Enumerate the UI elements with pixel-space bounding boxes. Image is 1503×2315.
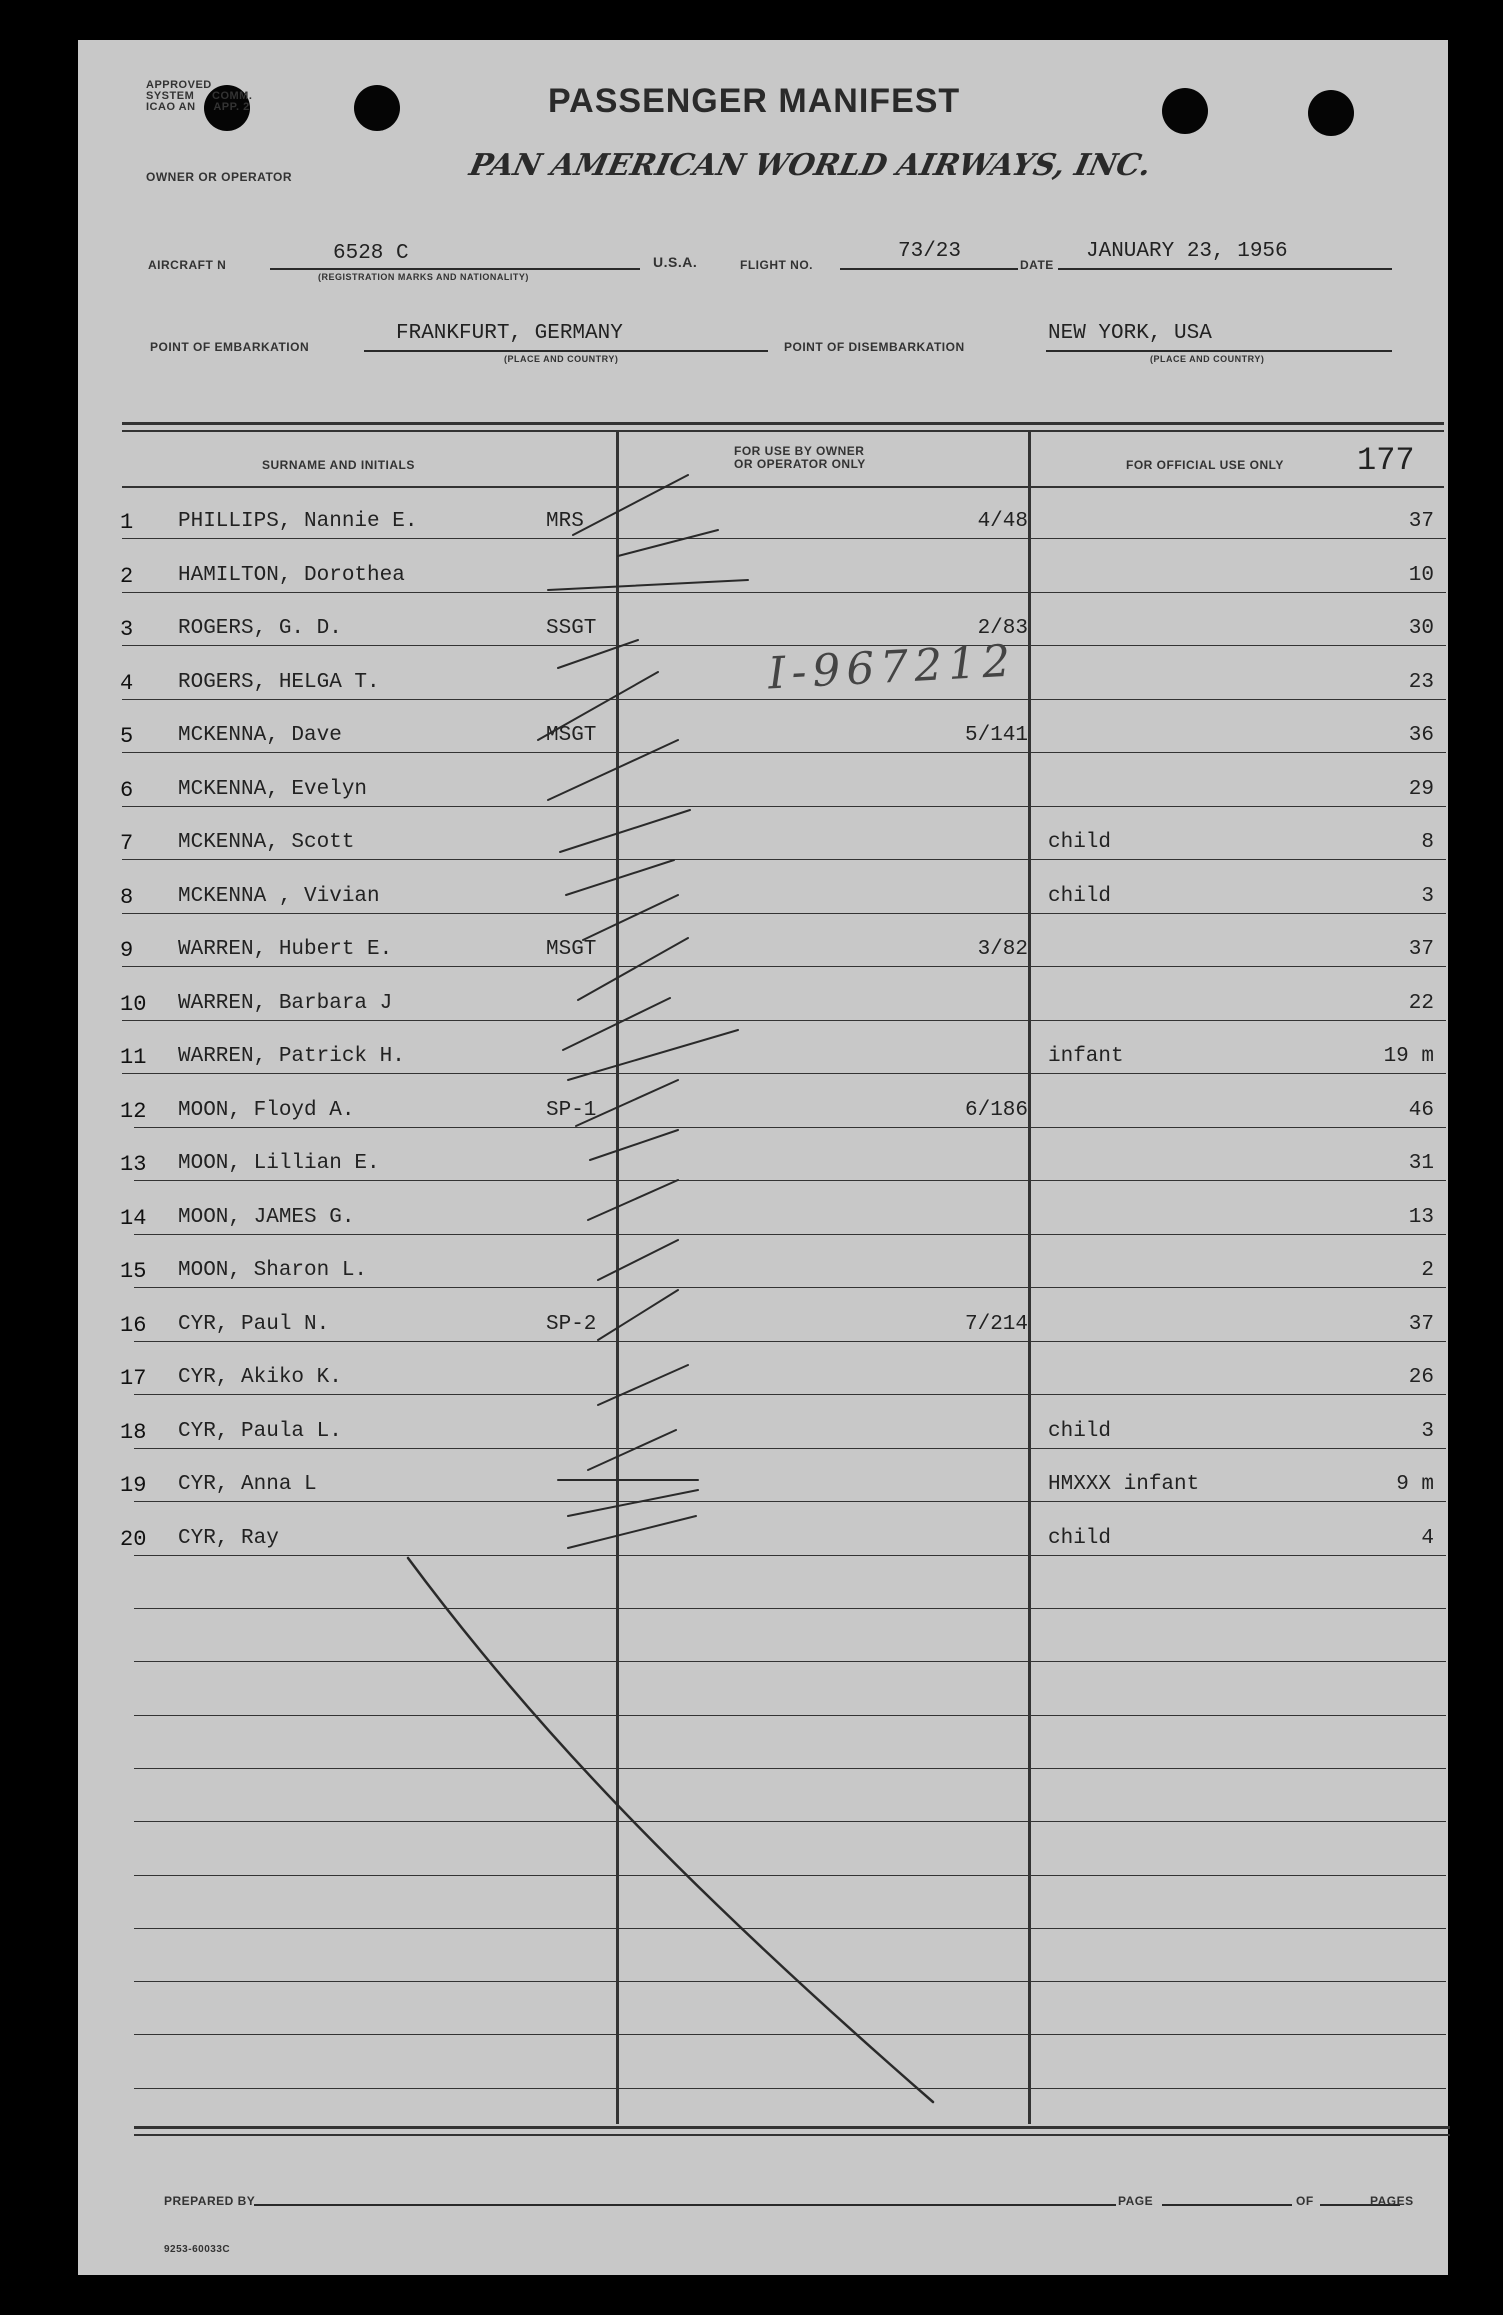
passenger-age: 19 m: [1383, 1045, 1434, 1068]
passenger-age: 10: [1408, 564, 1434, 587]
header-owner-line1: FOR USE BY OWNER: [734, 444, 865, 458]
official-number: 177: [1357, 442, 1415, 479]
row-number: 20: [120, 1527, 147, 1552]
flight-label: FLIGHT NO.: [740, 258, 813, 272]
operator-ref: 4/48: [977, 510, 1028, 533]
passenger-rank: SP-1: [546, 1099, 597, 1122]
passenger-age: 37: [1408, 1313, 1434, 1336]
passenger-name: PHILLIPS, Nannie E.: [178, 510, 418, 533]
operator-ref: 6/186: [964, 1099, 1028, 1122]
official-note: child: [1048, 1527, 1112, 1550]
passenger-age: 9 m: [1396, 1473, 1434, 1496]
page-underline: [1162, 2204, 1292, 2206]
approved-line-2: SYSTEM COMM.: [146, 90, 253, 102]
passenger-age: 46: [1408, 1099, 1434, 1122]
passenger-name: MCKENNA, Dave: [178, 724, 342, 747]
aircraft-label: AIRCRAFT N: [148, 258, 227, 272]
disembarkation-sublabel: (PLACE AND COUNTRY): [1150, 354, 1265, 364]
passenger-rank: MSGT: [546, 938, 597, 961]
row-number: 2: [120, 564, 134, 589]
embarkation-sublabel: (PLACE AND COUNTRY): [504, 354, 619, 364]
disembarkation-value: NEW YORK, USA: [1048, 322, 1212, 345]
aircraft-sublabel: (REGISTRATION MARKS AND NATIONALITY): [318, 272, 529, 282]
passenger-age: 31: [1408, 1152, 1434, 1175]
date-value: JANUARY 23, 1956: [1086, 240, 1288, 263]
header-owner-line2: OR OPERATOR ONLY: [734, 457, 866, 471]
header-official: FOR OFFICIAL USE ONLY: [1126, 458, 1284, 472]
row-number: 4: [120, 671, 134, 696]
handwritten-note: I-967212: [766, 635, 1018, 700]
passenger-name: WARREN, Patrick H.: [178, 1045, 405, 1068]
row-number: 3: [120, 617, 134, 642]
header-surname: SURNAME AND INITIALS: [262, 458, 415, 472]
passenger-age: 22: [1408, 992, 1434, 1015]
usa-label: U.S.A.: [653, 254, 698, 270]
passenger-rank: SP-2: [546, 1313, 597, 1336]
table-bottom-rule-2: [134, 2134, 1450, 2136]
disembarkation-label: POINT OF DISEMBARKATION: [784, 340, 965, 354]
passenger-name: CYR, Paula L.: [178, 1420, 342, 1443]
row-number: 15: [120, 1259, 147, 1284]
passenger-age: 13: [1408, 1206, 1434, 1229]
manifest-sheet: [78, 40, 1448, 2275]
prepared-label: PREPARED BY: [164, 2194, 256, 2208]
passenger-name: WARREN, Hubert E.: [178, 938, 393, 961]
page-label: PAGE: [1118, 2194, 1154, 2208]
row-number: 5: [120, 724, 134, 749]
table-bottom-rule: [134, 2126, 1450, 2129]
passenger-age: 8: [1421, 831, 1434, 854]
owner-label: OWNER OR OPERATOR: [146, 170, 293, 184]
operator-ref: 5/141: [964, 724, 1028, 747]
passenger-age: 26: [1408, 1366, 1434, 1389]
official-note: infant: [1048, 1045, 1124, 1068]
row-number: 16: [120, 1313, 147, 1338]
owner-value: PAN AMERICAN WORLD AIRWAYS, INC.: [466, 148, 1155, 183]
row-number: 6: [120, 778, 134, 803]
passenger-name: CYR, Ray: [178, 1527, 279, 1550]
pages-label: PAGES: [1370, 2194, 1414, 2208]
operator-ref: 7/214: [964, 1313, 1028, 1336]
passenger-age: 3: [1421, 885, 1434, 908]
passenger-name: MOON, Lillian E.: [178, 1152, 380, 1175]
row-number: 19: [120, 1473, 147, 1498]
approved-line-3: ICAO AN APP. 2: [146, 101, 250, 113]
row-number: 7: [120, 831, 134, 856]
passenger-age: 30: [1408, 617, 1434, 640]
form-code: 9253-60033C: [164, 2244, 231, 2255]
row-number: 12: [120, 1099, 147, 1124]
flight-value: 73/23: [898, 240, 962, 263]
passenger-name: MOON, Sharon L.: [178, 1259, 368, 1282]
passenger-name: CYR, Paul N.: [178, 1313, 330, 1336]
official-note: child: [1048, 831, 1112, 854]
row-number: 13: [120, 1152, 147, 1177]
row-number: 8: [120, 885, 134, 910]
handwritten-marks: [78, 40, 1448, 2275]
operator-ref: 3/82: [977, 938, 1028, 961]
passenger-age: 29: [1408, 778, 1434, 801]
passenger-name: MCKENNA , Vivian: [178, 885, 380, 908]
passenger-name: MCKENNA, Scott: [178, 831, 355, 854]
passenger-age: 23: [1408, 671, 1434, 694]
official-note: HMXXX infant: [1048, 1473, 1200, 1496]
row-number: 11: [120, 1045, 147, 1070]
passenger-age: 2: [1421, 1259, 1434, 1282]
passenger-age: 37: [1408, 938, 1434, 961]
embarkation-value: FRANKFURT, GERMANY: [396, 322, 623, 345]
row-number: 1: [120, 510, 134, 535]
embarkation-label: POINT OF EMBARKATION: [150, 340, 310, 354]
passenger-age: 4: [1421, 1527, 1434, 1550]
passenger-name: MCKENNA, Evelyn: [178, 778, 368, 801]
passenger-name: MOON, JAMES G.: [178, 1206, 355, 1229]
official-note: child: [1048, 885, 1112, 908]
passenger-name: WARREN, Barbara J: [178, 992, 393, 1015]
passenger-rank: MSGT: [546, 724, 597, 747]
row-number: 10: [120, 992, 147, 1017]
of-label: OF: [1296, 2194, 1314, 2208]
prepared-underline: [254, 2204, 1116, 2206]
row-number: 14: [120, 1206, 147, 1231]
aircraft-value: 6528 C: [333, 242, 409, 265]
passenger-name: CYR, Anna L: [178, 1473, 317, 1496]
operator-ref: 2/83: [977, 617, 1028, 640]
official-note: child: [1048, 1420, 1112, 1443]
row-number: 18: [120, 1420, 147, 1445]
passenger-age: 3: [1421, 1420, 1434, 1443]
row-number: 17: [120, 1366, 147, 1391]
passenger-name: ROGERS, HELGA T.: [178, 671, 380, 694]
passenger-rank: MRS: [546, 510, 584, 533]
passenger-name: MOON, Floyd A.: [178, 1099, 355, 1122]
passenger-name: ROGERS, G. D.: [178, 617, 342, 640]
passenger-rank: SSGT: [546, 617, 597, 640]
passenger-name: CYR, Akiko K.: [178, 1366, 342, 1389]
date-label: DATE: [1020, 258, 1054, 272]
passenger-name: HAMILTON, Dorothea: [178, 564, 405, 587]
row-number: 9: [120, 938, 134, 963]
passenger-age: 36: [1408, 724, 1434, 747]
page-title: PASSENGER MANIFEST: [548, 82, 961, 120]
passenger-age: 37: [1408, 510, 1434, 533]
approved-line-1: APPROVED: [146, 79, 212, 91]
